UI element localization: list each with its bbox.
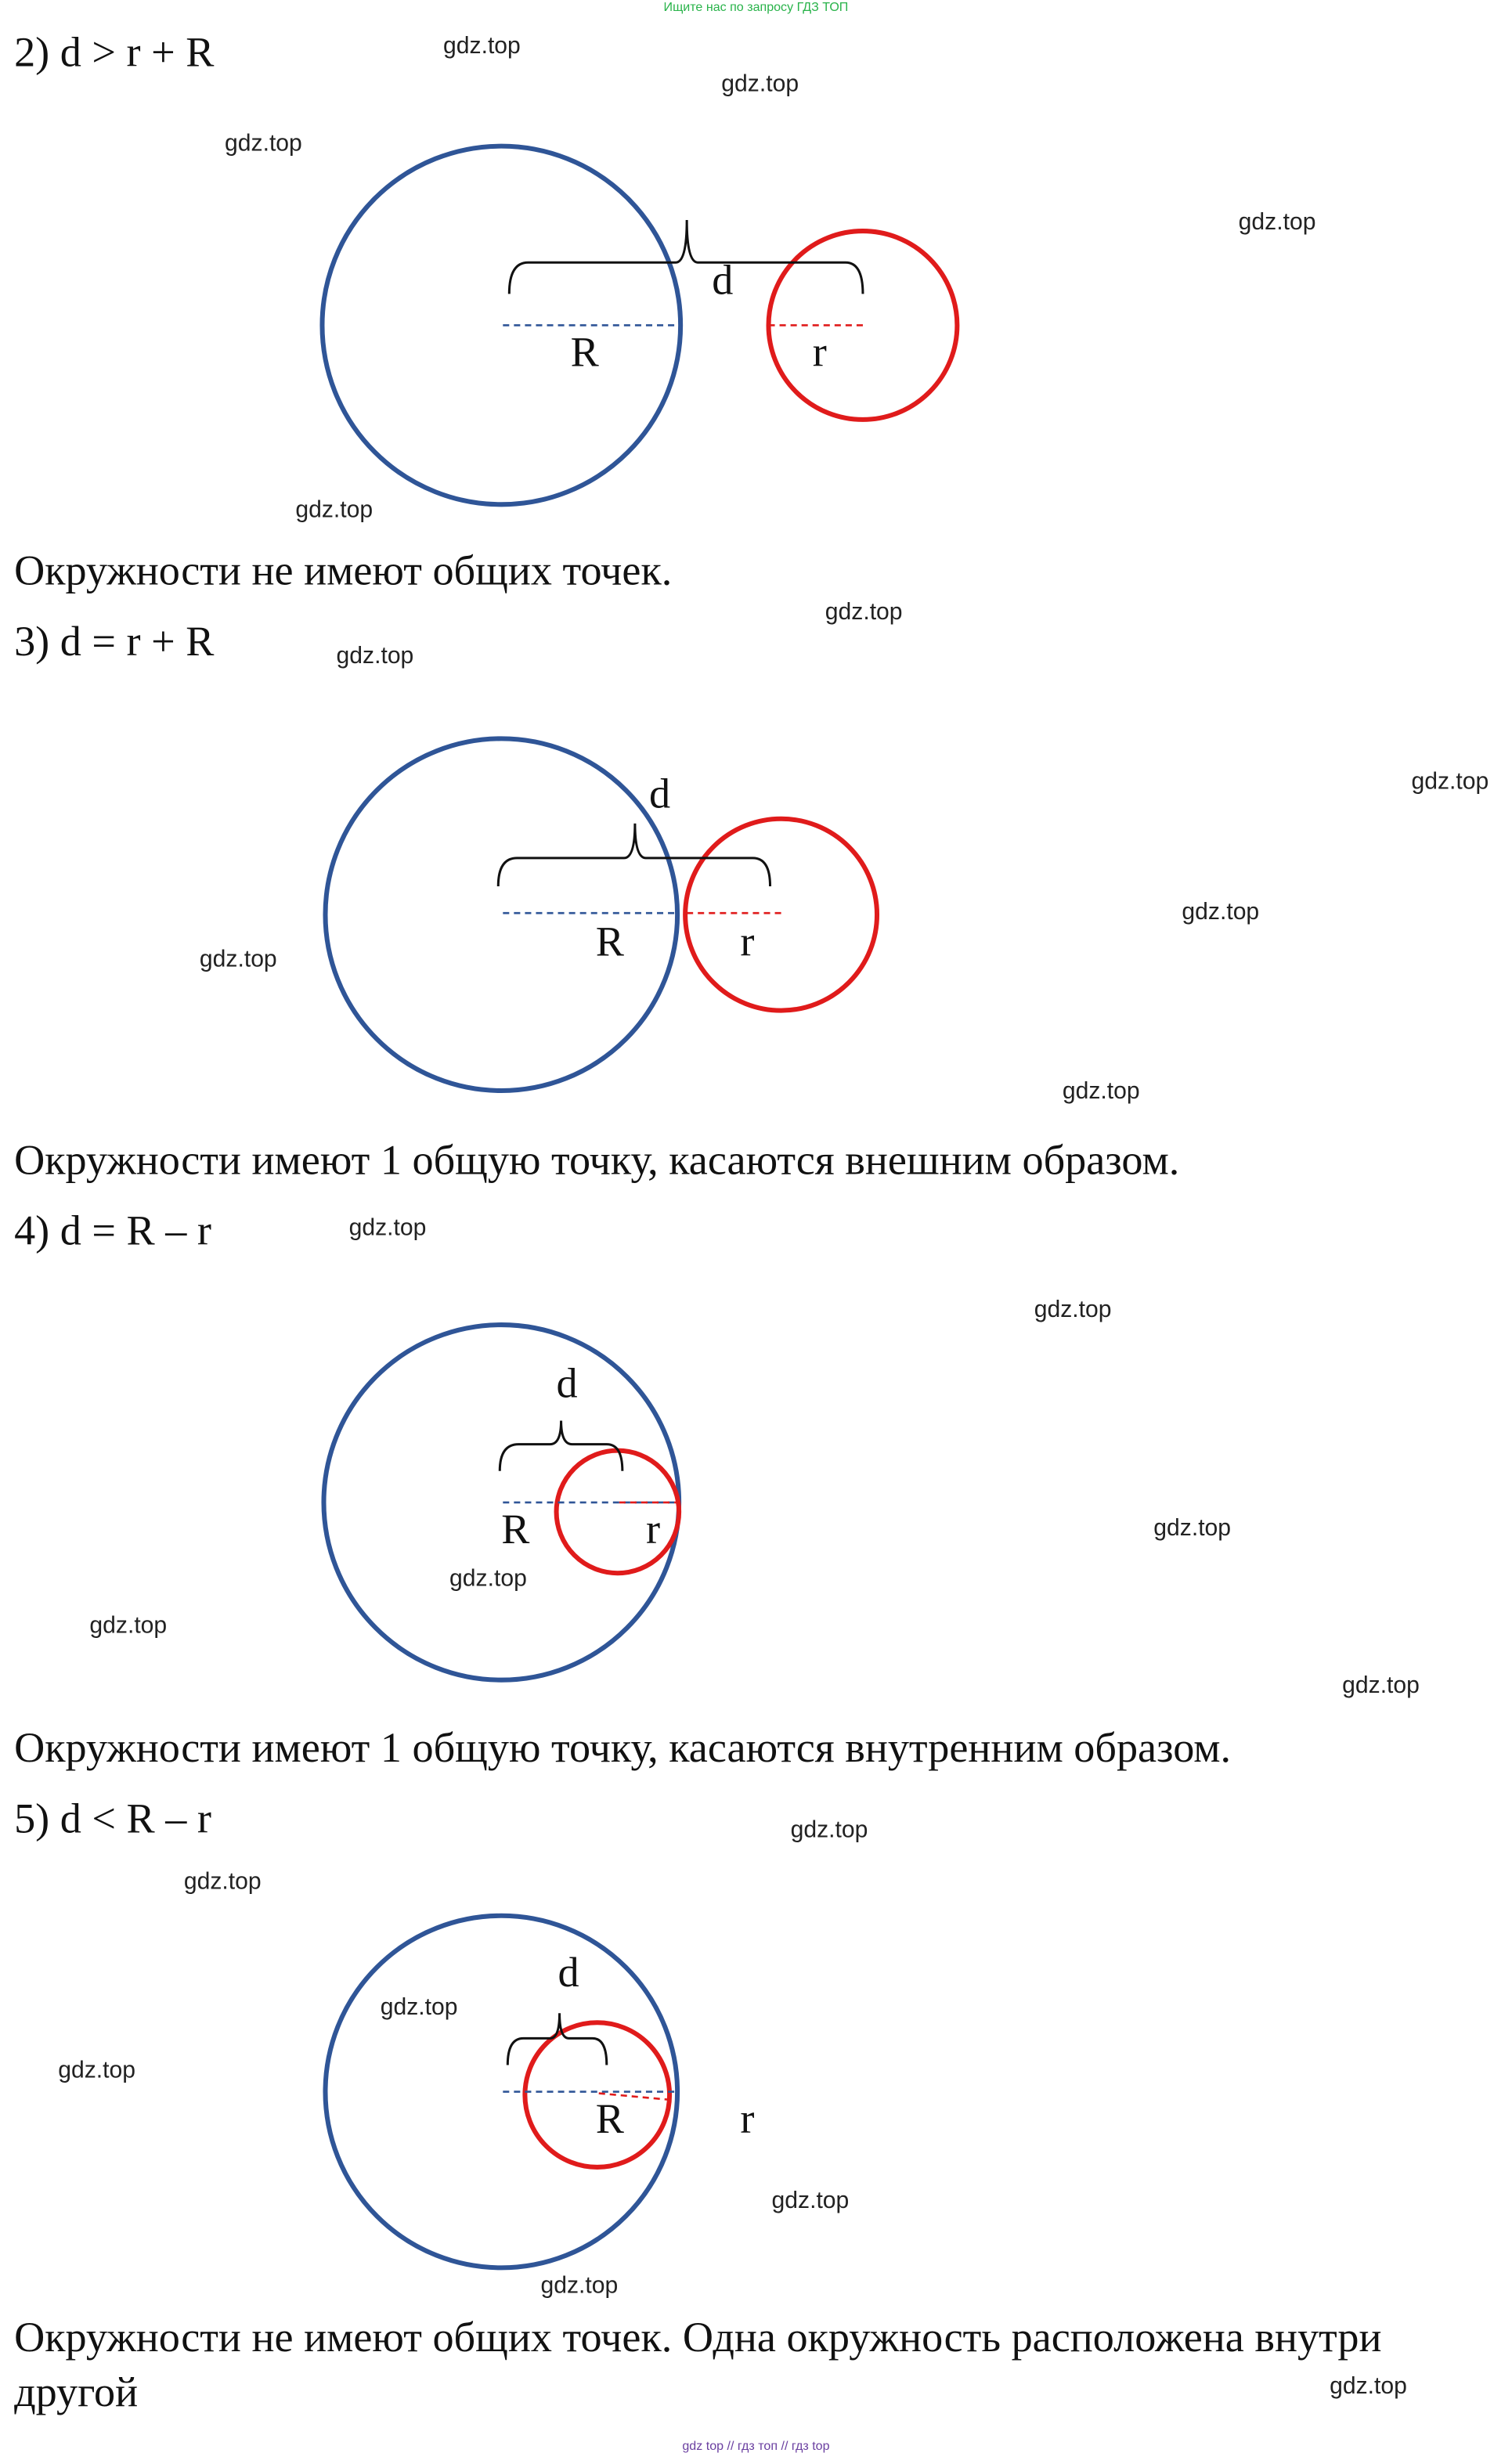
watermark: gdz.top — [199, 946, 277, 973]
watermark: gdz.top — [1062, 1077, 1140, 1106]
diagram-case-2 — [0, 142, 1512, 519]
section-3-heading: 3) d = r + R — [14, 617, 215, 666]
watermark: gdz.top — [771, 2188, 850, 2215]
label-r: r — [740, 2094, 755, 2142]
label-d: d — [558, 1949, 579, 1997]
label-R: R — [570, 328, 599, 376]
watermark: gdz.top — [1153, 1514, 1232, 1542]
label-R: R — [595, 918, 624, 965]
watermark: gdz.top — [825, 598, 903, 626]
diagram-case-5 — [0, 1910, 1512, 2287]
watermark: gdz.top — [721, 70, 799, 98]
diagram-case-4 — [0, 1320, 1512, 1697]
watermark: gdz.top — [225, 130, 302, 157]
label-d: d — [712, 256, 734, 304]
watermark: gdz.top — [89, 1612, 168, 1640]
big-circle — [325, 738, 677, 1091]
section-5-caption: Окружности не имеют общих точек. Одна окружность расположена внутри другой — [14, 2313, 1382, 2416]
watermark: gdz.top — [540, 2272, 619, 2300]
label-r: r — [645, 1506, 661, 1553]
label-r: r — [812, 328, 827, 376]
section-2-heading: 2) d > r + R — [14, 28, 215, 76]
watermark: gdz.top — [183, 1868, 262, 1896]
section-5-heading: 5) d < R – r — [14, 1795, 211, 1842]
label-r: r — [740, 918, 755, 965]
watermark: gdz.top — [1238, 208, 1316, 236]
watermark: gdz.top — [58, 2057, 136, 2084]
watermark: gdz.top — [1182, 899, 1260, 926]
watermark: gdz.top — [1034, 1296, 1112, 1324]
watermark: gdz.top — [790, 1816, 868, 1844]
distance-brace — [500, 1421, 622, 1471]
watermark: gdz.top — [380, 1994, 458, 2022]
small-circle — [685, 819, 877, 1011]
section-2-caption: Окружности не имеют общих точек. — [14, 547, 673, 594]
label-d: d — [556, 1359, 578, 1407]
watermark: gdz.top — [443, 33, 521, 60]
label-d: d — [648, 770, 671, 817]
watermark: gdz.top — [295, 496, 373, 524]
watermark: gdz.top — [336, 642, 414, 670]
section-4-heading: 4) d = R – r — [14, 1207, 211, 1254]
label-R: R — [595, 2094, 624, 2142]
label-R: R — [501, 1506, 530, 1553]
diagram-case-3 — [0, 723, 1512, 1100]
watermark: gdz.top — [449, 1565, 527, 1593]
small-circle — [557, 1451, 680, 1574]
section-4-caption: Окружности имеют 1 общую точку, касаются внутренним образом. — [14, 1723, 1232, 1772]
bottom-banner: gdz top // гдз топ // гдз top — [682, 2439, 830, 2453]
section-3-caption: Окружности имеют 1 общую точку, касаются внешним образом. — [14, 1136, 1180, 1184]
watermark: gdz.top — [1330, 2372, 1407, 2400]
top-banner: Ищите нас по запросу ГДЗ ТОП — [663, 0, 849, 15]
watermark: gdz.top — [348, 1214, 427, 1242]
watermark: gdz.top — [1342, 1672, 1420, 1699]
distance-brace — [509, 220, 863, 294]
watermark: gdz.top — [1411, 768, 1489, 795]
